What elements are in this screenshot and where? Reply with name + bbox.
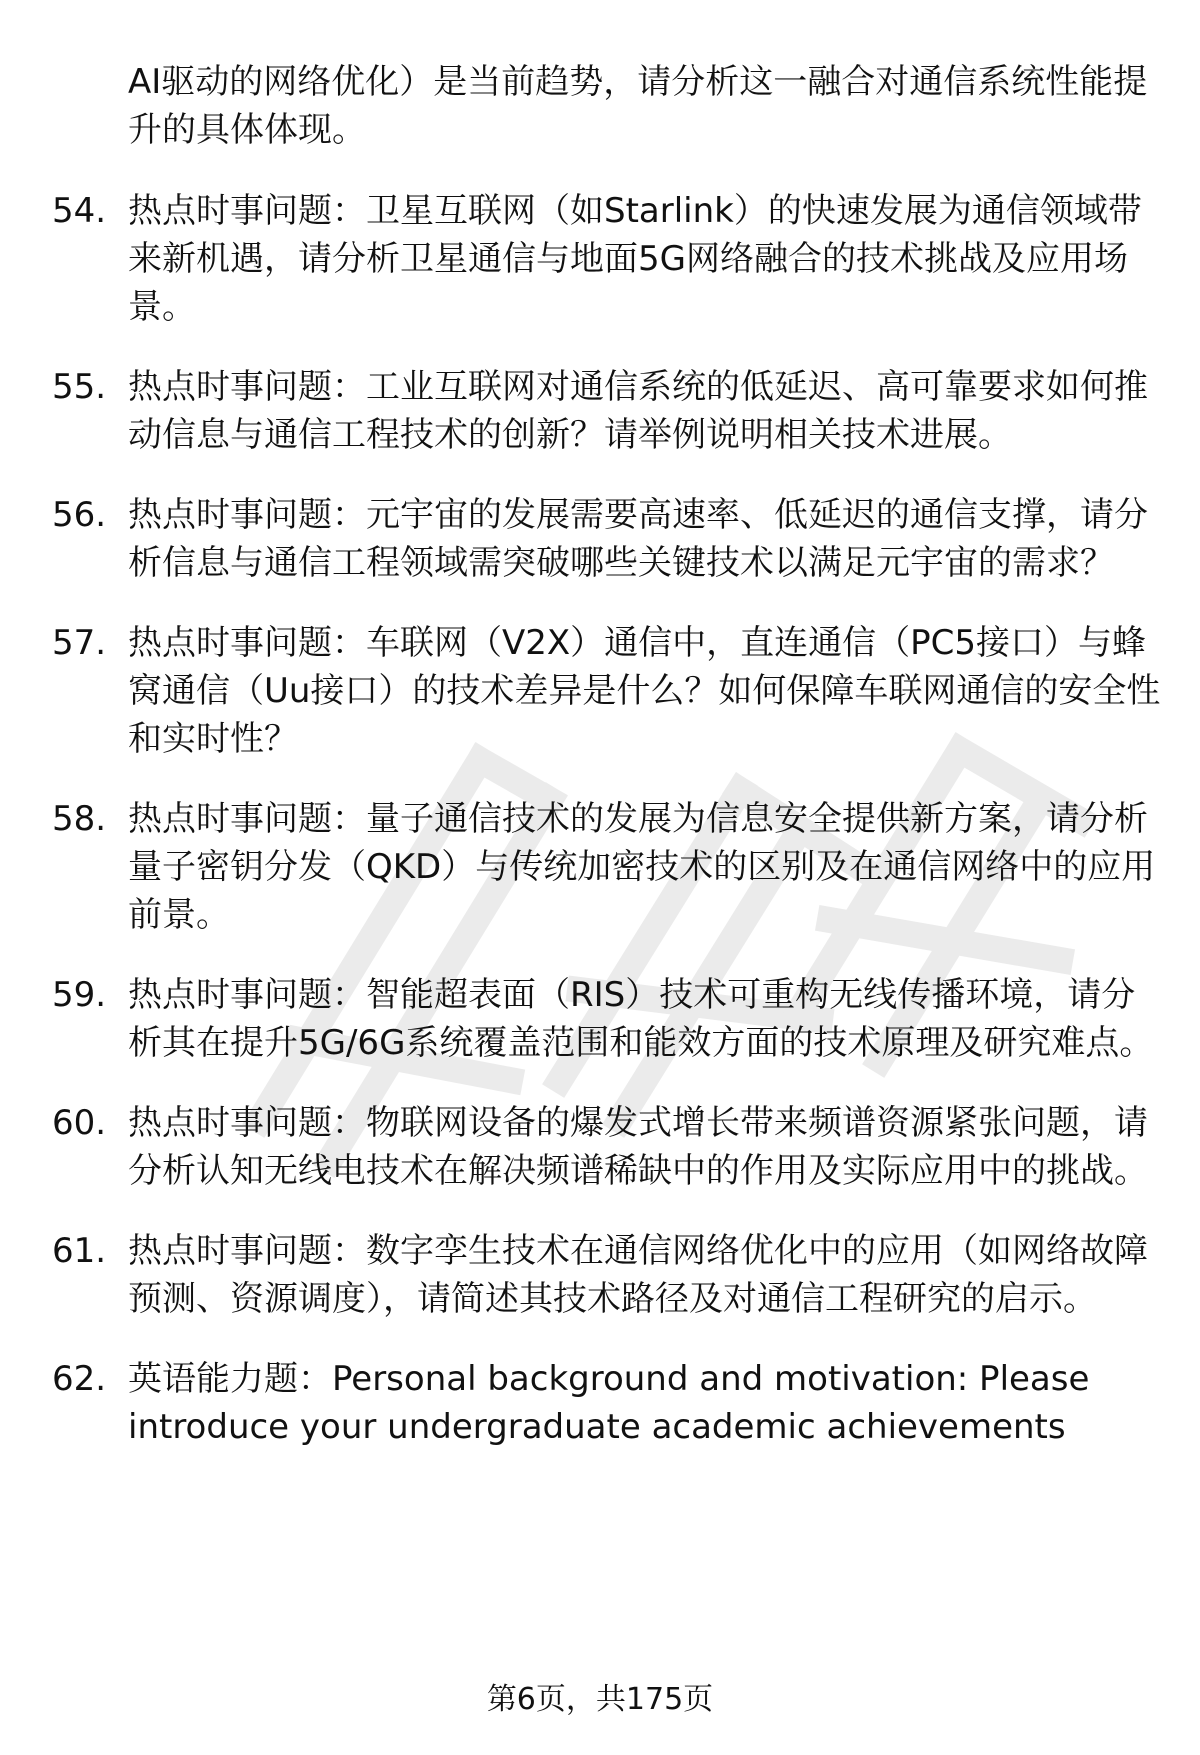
question-item — [0, 1227, 1200, 1323]
question-text: 热点时事问题：数字孪生技术在通信网络优化中的应用（如网络故障预测、资源调度），请简述其技术路径及对通信工程研究的启示。 — [128, 1231, 1148, 1319]
question-number: 58. — [52, 799, 107, 839]
question-item — [0, 795, 1200, 939]
question-number: 57. — [52, 623, 107, 663]
question-list — [0, 187, 1200, 1483]
question-text: 热点时事问题：物联网设备的爆发式增长带来频谱资源紧张问题，请分析认知无线电技术在解决频谱稀缺中的作用及实际应用中的挑战。 — [128, 1103, 1148, 1191]
question-item — [0, 1355, 1200, 1451]
page-footer: 第6页，共175页 — [486, 1682, 714, 1717]
question-number: 55. — [52, 367, 107, 407]
question-number: 56. — [52, 495, 107, 535]
question-item — [0, 187, 1200, 331]
question-number: 61. — [52, 1231, 107, 1271]
question-text: 热点时事问题：卫星互联网（如Starlink）的快速发展为通信领域带来新机遇，请分析卫星通信与地面5G网络融合的技术挑战及应用场景。 — [128, 191, 1142, 327]
question-number: 60. — [52, 1103, 107, 1143]
question-number: 62. — [52, 1359, 107, 1399]
question-item — [0, 619, 1200, 763]
question-number: 59. — [52, 975, 107, 1015]
question-text: 热点时事问题：元宇宙的发展需要高速率、低延迟的通信支撑，请分析信息与通信工程领域需突破哪些关键技术以满足元宇宙的需求？ — [128, 495, 1148, 583]
question-text: 热点时事问题：车联网（V2X）通信中，直连通信（PC5接口）与蜂窝通信（Uu接口）的技术差异是什么？如何保障车联网通信的安全性和实时性？ — [128, 623, 1161, 759]
question-item — [0, 491, 1200, 587]
question-item — [0, 971, 1200, 1067]
question-text: 英语能力题：Personal background and motivation: Please introduce your undergraduate academic achievements — [128, 1359, 1090, 1447]
question-item — [0, 363, 1200, 459]
question-number: 54. — [52, 191, 107, 231]
question-text: 热点时事问题：量子通信技术的发展为信息安全提供新方案，请分析量子密钥分发（QKD）与传统加密技术的区别及在通信网络中的应用前景。 — [128, 799, 1156, 935]
continued-paragraph: AI驱动的网络优化）是当前趋势，请分析这一融合对通信系统性能提升的具体体现。 — [128, 62, 1148, 150]
question-item — [0, 1099, 1200, 1195]
question-text: 热点时事问题：工业互联网对通信系统的低延迟、高可靠要求如何推动信息与通信工程技术的创新？请举例说明相关技术进展。 — [128, 367, 1148, 455]
question-text: 热点时事问题：智能超表面（RIS）技术可重构无线传播环境，请分析其在提升5G/6G系统覆盖范围和能效方面的技术原理及研究难点。 — [128, 975, 1154, 1063]
